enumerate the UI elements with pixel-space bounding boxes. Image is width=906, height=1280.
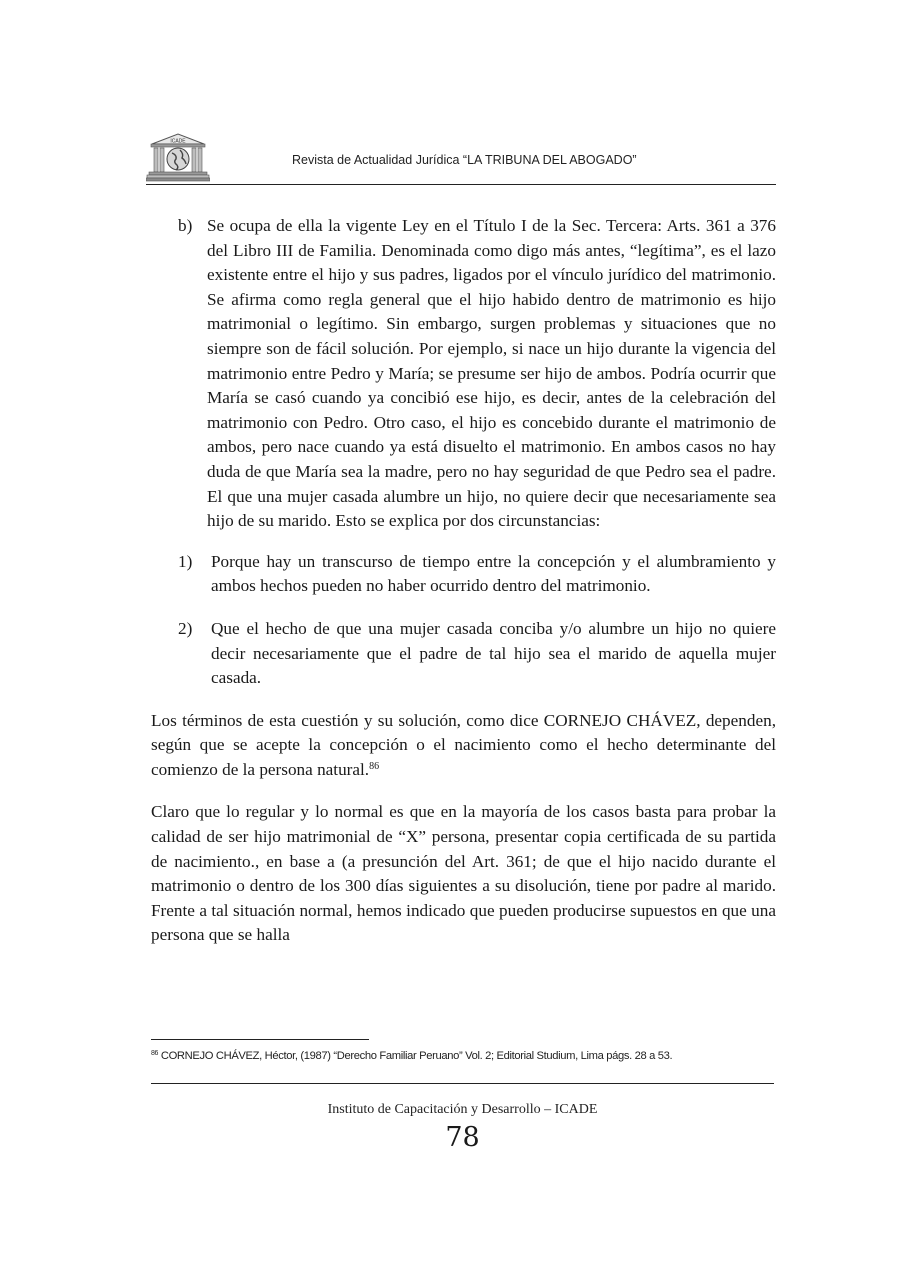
list-marker: b) [178, 216, 193, 235]
list-item-text: Porque hay un transcurso de tiempo entre la concepción y el alumbramiento y ambos hechos pueden no haber ocurrido dentro del matrimonio. [211, 551, 776, 596]
list-item-text: Que el hecho de que una mujer casada conciba y/o alumbre un hijo no quiere decir necesariamente que el padre de tal hijo sea el marido de aquella mujer casada. [211, 618, 776, 688]
footnote-text: CORNEJO CHÁVEZ, Héctor, (1987) “Derecho Familiar Peruano” Vol. 2; Editorial Studium, Lima págs. 28 a 53. [158, 1050, 673, 1062]
courthouse-globe-logo-icon [146, 132, 210, 182]
journal-title: Revista de Actualidad Jurídica “LA TRIBUNA DEL ABOGADO” [292, 153, 637, 167]
numbered-item-2 [151, 617, 776, 691]
paragraph-text: Claro que lo regular y lo normal es que en la mayoría de los casos basta para probar la calidad de ser hijo matrimonial de “X” persona, presentar copia certificada de su partida de nacimiento., en base a (a presunción del Art. 361; de que el hijo nacido durante el matrimonio o dentro de los 300 días siguientes a su disolución, tiene por padre al marido. Frente a tal situación normal, hemos indicado que pueden producirse supuestos en que una persona que se halla [151, 802, 776, 945]
list-item-text: Se ocupa de ella la vigente Ley en el Título I de la Sec. Tercera: Arts. 361 a 376 del Libro III de Familia. Denominada como digo más antes, “legítima”, es el lazo existente entre el hijo y sus padres, ligados por el vínculo jurídico del matrimonio. Se afirma como regla general que el hijo habido dentro de matrimonio es hijo matrimonial o legítimo. Sin embargo, surgen problemas y situaciones que no siempre son de fácil solución. Por ejemplo, si nace un hijo durante la vigencia del matrimonio entre Pedro y María; se presume ser hijo de ambos. Podría ocurrir que María se casó cuando ya concibió ese hijo, es decir, antes de la celebración del matrimonio con Pedro. Otro caso, el hijo es concebido durante el matrimonio de ambos, pero nace cuando ya está disuelto el matrimonio. En ambos casos no hay duda de que María sea la madre, pero no hay seguridad de que Pedro sea el padre. El que una mujer casada alumbre un hijo, no quiere decir que necesariamente sea hijo de su marido. Esto se explica por dos circunstancias: [207, 216, 776, 531]
footer-divider [151, 1083, 774, 1084]
page-number: 78 [445, 1122, 480, 1153]
main-text [151, 214, 776, 966]
list-marker: 1) [178, 551, 193, 571]
numbered-item-1 [151, 550, 776, 599]
list-marker: 2) [178, 618, 193, 638]
footnote-reference[interactable]: 86 [369, 760, 380, 772]
footer-institution: Instituto de Capacitación y Desarrollo – ICADE [327, 1102, 598, 1117]
footnote [151, 1050, 776, 1062]
list-item-b [151, 214, 776, 534]
paragraph-text: Los términos de esta cuestión y su solución, como dice CORNEJO CHÁVEZ, dependen, según que se acepte la concepción o el nacimiento como el hecho determinante del comienzo de la persona natural. [151, 710, 776, 779]
footnote-divider [151, 1039, 369, 1040]
paragraph-cornejo [151, 709, 776, 783]
footnote-number: 86 [151, 1050, 159, 1057]
paragraph-presuncion [151, 800, 776, 948]
page-header [146, 128, 776, 185]
svg-text:ICADE: ICADE [170, 138, 186, 145]
